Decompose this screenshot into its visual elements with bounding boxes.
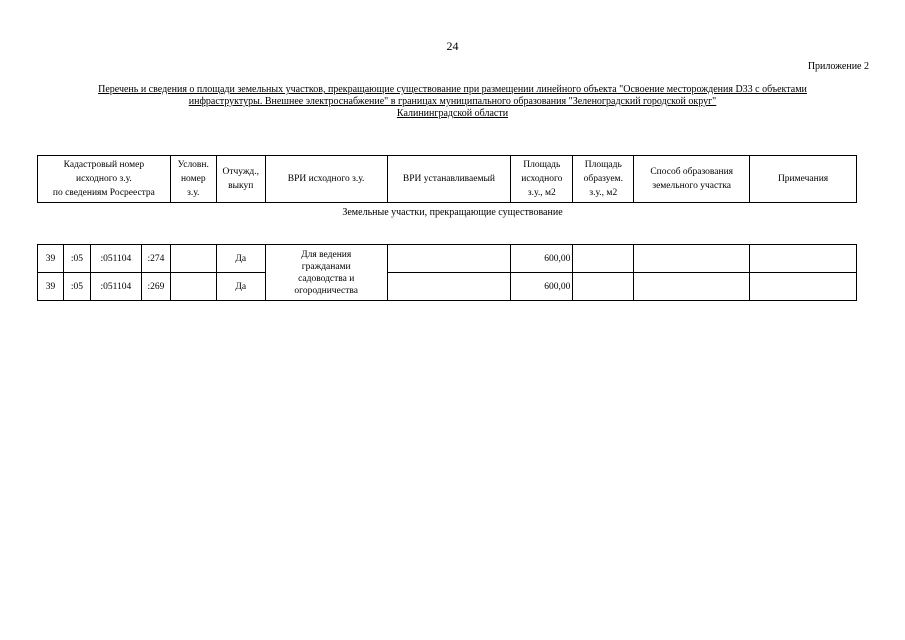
- cadastral-quarter: :051104: [90, 273, 141, 301]
- table-row: [38, 245, 857, 273]
- cadastral-region: 39: [38, 273, 64, 301]
- cadastral-region: 39: [38, 245, 64, 273]
- title-line-1: Перечень и сведения о площади земельных участков, прекращающие существование при размещении линейного объекта "Освоение месторождения D33 с объектами: [98, 84, 807, 95]
- alienation: Да: [216, 245, 265, 273]
- conditional-number: [170, 273, 216, 301]
- header-notes: Примечания: [750, 156, 857, 203]
- notes: [750, 245, 857, 273]
- header-area-source: Площадь исходного з.у., м2: [511, 156, 573, 203]
- cadastral-parcel: :274: [141, 245, 170, 273]
- title-line-2: инфраструктуры. Внешнее электроснабжение" в границах муниципального образования "Зеленоградский городской округ": [188, 96, 717, 107]
- title-line-3: Калининградской области: [396, 108, 509, 119]
- vri-set: [387, 245, 511, 273]
- header-vri-source: ВРИ исходного з.у.: [265, 156, 387, 203]
- area-new: [573, 245, 634, 273]
- header-area-new: Площадь образуем. з.у., м2: [573, 156, 634, 203]
- appendix-label: Приложение 2: [807, 61, 869, 72]
- header-vri-set: ВРИ устанавливаемый: [387, 156, 511, 203]
- cadastral-parcel: :269: [141, 273, 170, 301]
- header-cadastral-number: Кадастровый номер исходного з.у. по сведениям Росреестра: [38, 156, 171, 203]
- formation-method: [634, 273, 750, 301]
- header-row: [38, 156, 857, 203]
- vri-source-cell: Для ведения гражданами садоводства и огородничества: [265, 245, 387, 301]
- document-title: [50, 84, 855, 120]
- area-source: 600,00: [511, 245, 573, 273]
- data-table: [37, 244, 857, 301]
- area-new: [573, 273, 634, 301]
- section-caption: Земельные участки, прекращающие существование: [342, 207, 563, 218]
- cadastral-district: :05: [63, 273, 90, 301]
- header-table: [37, 155, 857, 203]
- header-formation-method: Способ образования земельного участка: [634, 156, 750, 203]
- notes: [750, 273, 857, 301]
- page-number: 24: [446, 39, 459, 53]
- table-row: [38, 273, 857, 301]
- alienation: Да: [216, 273, 265, 301]
- vri-set: [387, 273, 511, 301]
- cadastral-district: :05: [63, 245, 90, 273]
- area-source: 600,00: [511, 273, 573, 301]
- header-alienation: Отчужд., выкуп: [216, 156, 265, 203]
- cadastral-quarter: :051104: [90, 245, 141, 273]
- header-conditional-number: Условн. номер з.у.: [170, 156, 216, 203]
- formation-method: [634, 245, 750, 273]
- conditional-number: [170, 245, 216, 273]
